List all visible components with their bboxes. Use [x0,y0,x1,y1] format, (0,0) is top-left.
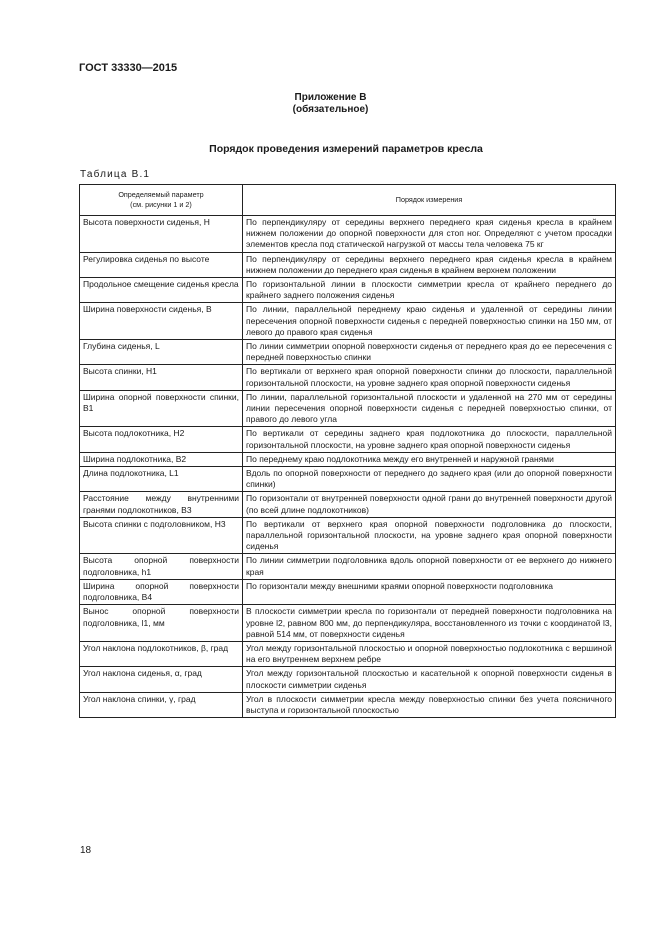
table-caption: Таблица В.1 [80,169,151,180]
table-row [80,252,616,277]
measurement-table [79,184,616,718]
parameter-cell: Длина подлокотника, L1 [80,467,243,492]
parameter-cell: Регулировка сиденья по высоте [80,252,243,277]
procedure-cell: По линии симметрии подголовника вдоль опорной поверхности от ее верхнего до нижнего края [243,554,616,579]
procedure-cell: По перпендикуляру от середины верхнего переднего края сиденья кресла в крайнем нижнем положении до переднего края сиденья в крайнем верхнем положении [243,252,616,277]
table-row [80,492,616,517]
procedure-cell: В плоскости симметрии кресла по горизонтали от передней поверхности подголовника на уровне l2, равном 800 мм, до перпендикуляра, восстановленного из точки с координатой l3, равной 514 мм, от поверхности сиденья [243,605,616,642]
parameter-cell: Ширина подлокотника, B2 [80,452,243,466]
table-row [80,303,616,340]
parameter-cell: Ширина опорной поверхности спинки, B1 [80,390,243,427]
annex-heading [0,92,661,116]
table-body [80,216,616,718]
table-row [80,517,616,554]
column-header-parameter [80,185,243,216]
parameter-cell: Высота спинки с подголовником, H3 [80,517,243,554]
table-row [80,427,616,452]
annex-status: (обязательное) [292,104,369,115]
procedure-cell: По горизонтальной линии в плоскости симметрии кресла от крайнего переднего до крайнего заднего положения сиденья [243,278,616,303]
parameter-cell: Высота спинки, H1 [80,365,243,390]
procedure-cell: Угол между горизонтальной плоскостью и касательной к опорной поверхности сиденья в плоскости симметрии сиденья [243,667,616,692]
parameter-cell: Высота опорной поверхности подголовника, h1 [80,554,243,579]
annex-title: Приложение В [294,92,367,103]
table-row [80,452,616,466]
table-row [80,667,616,692]
procedure-cell: По линии, параллельной горизонтальной плоскости и удаленной на 270 мм от середины линии пересечения опорной поверхности сиденья с передней поверхностью спинки, от правого до левого угла [243,390,616,427]
column-header-parameter-title: Определяемый параметр [118,190,204,199]
table-row [80,692,616,717]
parameter-cell: Ширина опорной поверхности подголовника, B4 [80,579,243,604]
parameter-cell: Продольное смещение сиденья кресла [80,278,243,303]
procedure-cell: По переднему краю подлокотника между его внутренней и наружной гранями [243,452,616,466]
procedure-cell: По перпендикуляру от середины верхнего переднего края сиденья кресла в крайнем нижнем положении до опорной поверхности для стоп ног. Определяют с учетом просадки элементов кресла под статической нагрузкой от массы тела человека 75 кг [243,216,616,253]
procedure-cell: По горизонтали от внутренней поверхности одной грани до внутренней поверхности другой (по всей длине подлокотников) [243,492,616,517]
parameter-cell: Угол наклона спинки, γ, град [80,692,243,717]
table-row [80,554,616,579]
table-row [80,390,616,427]
parameter-cell: Расстояние между внутренними гранями подлокотников, B3 [80,492,243,517]
standard-number: ГОСТ 33330—2015 [79,62,178,74]
table-row [80,340,616,365]
parameter-cell: Высота поверхности сиденья, H [80,216,243,253]
procedure-cell: По вертикали от верхнего края опорной поверхности подголовника до плоскости, параллельной горизонтальной плоскости, на уровне заднего края опорной поверхности сиденья [243,517,616,554]
parameter-cell: Высота подлокотника, H2 [80,427,243,452]
parameter-cell: Ширина поверхности сиденья, B [80,303,243,340]
page-number: 18 [80,845,92,856]
parameter-cell: Угол наклона подлокотников, β, град [80,641,243,666]
parameter-cell: Глубина сиденья, L [80,340,243,365]
procedure-cell: Угол в плоскости симметрии кресла между поверхностью спинки без учета поясничного выступа и горизонтальной плоскостью [243,692,616,717]
table-row [80,467,616,492]
table-row [80,365,616,390]
table-row [80,605,616,642]
table-row [80,579,616,604]
parameter-cell: Вынос опорной поверхности подголовника, l1, мм [80,605,243,642]
table-row [80,641,616,666]
section-title: Порядок проведения измерений параметров кресла [209,143,483,155]
column-header-parameter-note: (см. рисунки 1 и 2) [130,200,192,209]
procedure-cell: По линии симметрии опорной поверхности сиденья от переднего края до ее пересечения с передней поверхностью спинки [243,340,616,365]
procedure-cell: По линии, параллельной переднему краю сиденья и удаленной от середины линии пересечения опорной поверхности сиденья с передней поверхностью спинки на 150 мм, от левого до правого края сиденья [243,303,616,340]
parameter-cell: Угол наклона сиденья, α, град [80,667,243,692]
procedure-cell: Угол между горизонтальной плоскостью и опорной поверхностью подлокотника с вершиной на его внутреннем верхнем ребре [243,641,616,666]
procedure-cell: По вертикали от середины заднего края подлокотника до плоскости, параллельной горизонтальной плоскости, на уровне заднего края опорной поверхности сиденья [243,427,616,452]
column-header-procedure: Порядок измерения [243,185,616,216]
table-row [80,216,616,253]
procedure-cell: Вдоль по опорной поверхности от переднего до заднего края (или до опорной поверхности спинки) [243,467,616,492]
table-header-row [80,185,616,216]
procedure-cell: По вертикали от верхнего края опорной поверхности спинки до плоскости, параллельной горизонтальной плоскости, на уровне заднего края опорной поверхности сиденья [243,365,616,390]
table-row [80,278,616,303]
procedure-cell: По горизонтали между внешними краями опорной поверхности подголовника [243,579,616,604]
